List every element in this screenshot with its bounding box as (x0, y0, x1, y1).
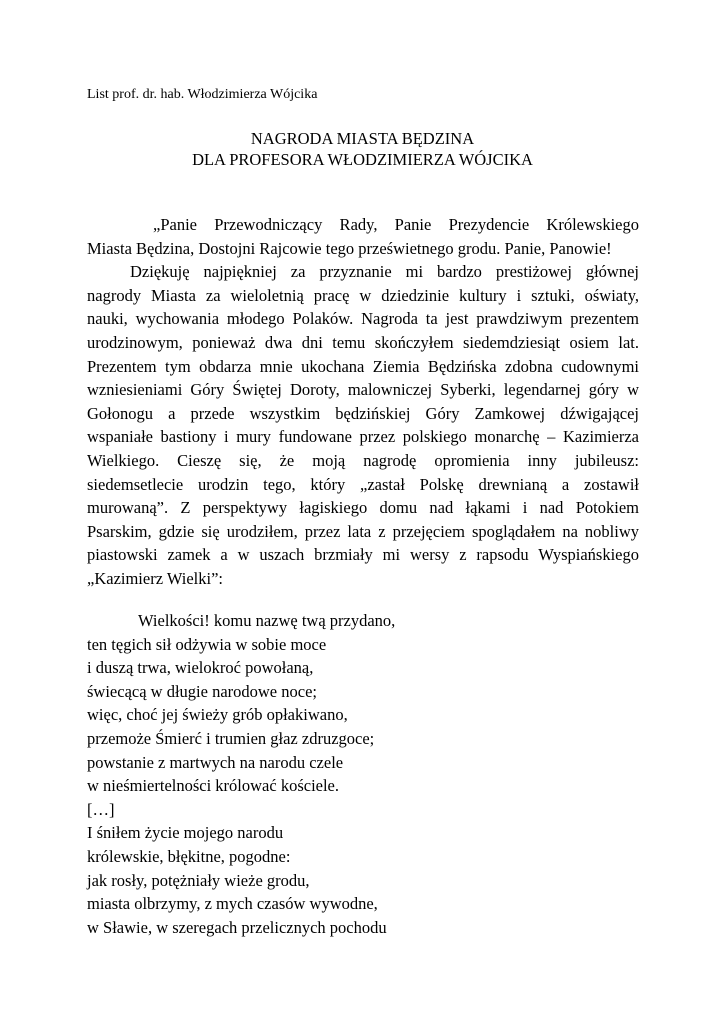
text-line: Gołonogu a przede wszystkim będzińskiej Góry Zamkowej dźwigającej (87, 403, 639, 423)
text-line: Prezentem tym obdarza mnie ukochana Ziemia Będzińska zdobna cudownymi (87, 356, 639, 376)
text-line: Miasta Będzina, Dostojni Rajcowie tego prześwietnego grodu. Panie, Panowie! (87, 238, 612, 258)
poem-line: powstanie z martwych na narodu czele (87, 752, 344, 772)
letter-header-note: List prof. dr. hab. Włodzimierza Wójcika (87, 87, 318, 102)
text-line: Wielkiego. Cieszę się, że moją nagrodę opromienia inny jubileusz: (87, 450, 639, 470)
poem-ellipsis: […] (87, 799, 115, 819)
text-line: murowaną”. Z perspektywy łagiskiego domu nad łąkami i nad Potokiem (87, 498, 639, 518)
poem-line: i duszą trwa, wielokroć powołaną, (87, 658, 314, 678)
poem-line: w Sławie, w szeregach przelicznych pochodu (87, 917, 387, 937)
poem-line: więc, choć jej świeży grób opłakiwano, (87, 705, 348, 725)
poem-line: królewskie, błękitne, pogodne: (87, 846, 291, 866)
text-line: nauki, wychowania młodego Polaków. Nagroda ta jest prawdziwym prezentem (87, 309, 639, 329)
text-line: wzniesieniami Góry Świętej Doroty, malowniczej Syberki, legendarnej góry w (87, 380, 639, 400)
poem-line: miasta olbrzymy, z mych czasów wywodne, (87, 894, 378, 914)
poem-line: jak rosły, potężniały wieże grodu, (87, 870, 310, 890)
poem-line: w nieśmiertelności królować kościele. (87, 776, 340, 796)
text-line: Dziękuję najpiękniej za przyznanie mi bardzo prestiżowej głównej (130, 262, 639, 282)
title-line-2: DLA PROFESORA WŁODZIMIERZA WÓJCIKA (192, 150, 533, 169)
text-line: „Panie Przewodniczący Rady, Panie Prezydencie Królewskiego (153, 215, 639, 234)
text-line: urodzinowym, ponieważ dwa dni temu skończyłem siedemdziesiąt osiem lat. (87, 332, 639, 352)
poem-line: I śniłem życie mojego narodu (87, 823, 284, 843)
poem-quote (87, 609, 395, 939)
paragraph-salutation (87, 213, 639, 260)
text-line: siedemsetlecie urodzin tego, który „zastał Polskę drewnianą a zostawił (87, 474, 639, 494)
poem-line: świecącą w długie narodowe noce; (87, 681, 317, 701)
text-line: piastowski zamek a w uszach brzmiały mi wersy z rapsodu Wyspiańskiego (87, 545, 639, 565)
title-line-1: NAGRODA MIASTA BĘDZINA (250, 129, 475, 148)
poem-line: ten tęgich sił odżywia w sobie moce (87, 634, 327, 654)
letter-body (87, 213, 639, 591)
text-line: wspaniałe bastiony i mury fundowane przez polskiego monarchę – Kazimierza (87, 427, 639, 447)
poem-line: przemoże Śmierć i trumien głaz zdruzgoce; (87, 728, 375, 748)
paragraph-thanks (87, 260, 639, 590)
document-title (87, 128, 638, 170)
text-line: Psarskim, gdzie się urodziłem, przez lata z przejęciem spoglądałem na nobliwy (87, 521, 639, 541)
poem-line: Wielkości! komu nazwę twą przydano, (138, 611, 396, 630)
text-line: „Kazimierz Wielki”: (87, 568, 224, 588)
text-line: nagrody Miasta za wieloletnią pracę w dziedzinie kultury i sztuki, oświaty, (87, 285, 639, 305)
